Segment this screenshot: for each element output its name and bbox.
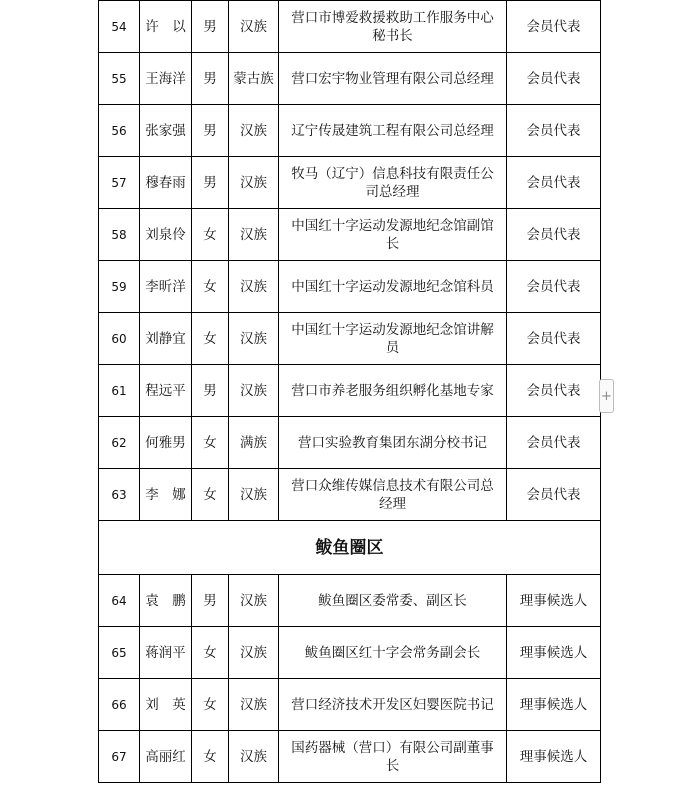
gender-cell: 男 — [192, 365, 229, 417]
ethnicity-cell: 汉族 — [229, 105, 279, 157]
role-cell: 理事候选人 — [507, 575, 601, 627]
ethnicity-cell: 汉族 — [229, 731, 279, 783]
table-row — [99, 1, 601, 53]
gender-cell: 女 — [192, 209, 229, 261]
name-cell: 程远平 — [140, 365, 192, 417]
organization-cell: 鲅鱼圈区红十字会常务副会长 — [279, 627, 507, 679]
name-cell: 张家强 — [140, 105, 192, 157]
ethnicity-cell: 汉族 — [229, 575, 279, 627]
table-row — [99, 469, 601, 521]
gender-cell: 女 — [192, 731, 229, 783]
organization-cell: 营口市博爱救援救助工作服务中心秘书长 — [279, 1, 507, 53]
row-number-cell: 56 — [99, 105, 140, 157]
role-cell: 理事候选人 — [507, 627, 601, 679]
organization-cell: 中国红十字运动发源地纪念馆副馆长 — [279, 209, 507, 261]
name-cell: 王海洋 — [140, 53, 192, 105]
organization-cell: 营口实验教育集团东湖分校书记 — [279, 417, 507, 469]
name-cell: 刘泉伶 — [140, 209, 192, 261]
role-cell: 会员代表 — [507, 157, 601, 209]
row-number-cell: 59 — [99, 261, 140, 313]
row-number-cell: 65 — [99, 627, 140, 679]
row-number-cell: 67 — [99, 731, 140, 783]
ethnicity-cell: 汉族 — [229, 157, 279, 209]
role-cell: 会员代表 — [507, 1, 601, 53]
name-cell: 蒋润平 — [140, 627, 192, 679]
organization-cell: 辽宁传晟建筑工程有限公司总经理 — [279, 105, 507, 157]
roster-body — [99, 1, 601, 783]
organization-cell: 中国红十字运动发源地纪念馆科员 — [279, 261, 507, 313]
name-cell: 许 以 — [140, 1, 192, 53]
table-row — [99, 313, 601, 365]
name-cell: 何雅男 — [140, 417, 192, 469]
table-row — [99, 417, 601, 469]
table-row — [99, 157, 601, 209]
role-cell: 会员代表 — [507, 105, 601, 157]
table-row — [99, 627, 601, 679]
organization-cell: 牧马（辽宁）信息科技有限责任公司总经理 — [279, 157, 507, 209]
table-row — [99, 575, 601, 627]
row-number-cell: 66 — [99, 679, 140, 731]
ethnicity-cell: 汉族 — [229, 627, 279, 679]
ethnicity-cell: 汉族 — [229, 1, 279, 53]
table-row — [99, 105, 601, 157]
gender-cell: 女 — [192, 313, 229, 365]
expand-button[interactable] — [599, 379, 614, 413]
ethnicity-cell: 汉族 — [229, 365, 279, 417]
role-cell: 理事候选人 — [507, 679, 601, 731]
ethnicity-cell: 汉族 — [229, 679, 279, 731]
row-number-cell: 62 — [99, 417, 140, 469]
gender-cell: 男 — [192, 157, 229, 209]
row-number-cell: 64 — [99, 575, 140, 627]
plus-icon: + — [601, 388, 612, 404]
role-cell: 理事候选人 — [507, 731, 601, 783]
gender-cell: 男 — [192, 575, 229, 627]
row-number-cell: 63 — [99, 469, 140, 521]
organization-cell: 营口宏宇物业管理有限公司总经理 — [279, 53, 507, 105]
role-cell: 会员代表 — [507, 469, 601, 521]
row-number-cell: 60 — [99, 313, 140, 365]
organization-cell: 营口众维传媒信息技术有限公司总经理 — [279, 469, 507, 521]
organization-cell: 营口市养老服务组织孵化基地专家 — [279, 365, 507, 417]
table-row — [99, 679, 601, 731]
ethnicity-cell: 汉族 — [229, 261, 279, 313]
ethnicity-cell: 汉族 — [229, 209, 279, 261]
table-row — [99, 261, 601, 313]
name-cell: 李 娜 — [140, 469, 192, 521]
name-cell: 李昕洋 — [140, 261, 192, 313]
role-cell: 会员代表 — [507, 53, 601, 105]
organization-cell: 国药器械（营口）有限公司副董事长 — [279, 731, 507, 783]
table-row — [99, 53, 601, 105]
ethnicity-cell: 满族 — [229, 417, 279, 469]
section-header-row — [99, 521, 601, 575]
row-number-cell: 58 — [99, 209, 140, 261]
name-cell: 刘静宜 — [140, 313, 192, 365]
section-title: 鲅鱼圈区 — [99, 521, 601, 575]
name-cell: 高丽红 — [140, 731, 192, 783]
row-number-cell: 55 — [99, 53, 140, 105]
name-cell: 穆春雨 — [140, 157, 192, 209]
ethnicity-cell: 汉族 — [229, 469, 279, 521]
organization-cell: 营口经济技术开发区妇婴医院书记 — [279, 679, 507, 731]
table-row — [99, 209, 601, 261]
role-cell: 会员代表 — [507, 261, 601, 313]
ethnicity-cell: 蒙古族 — [229, 53, 279, 105]
role-cell: 会员代表 — [507, 417, 601, 469]
name-cell: 刘 英 — [140, 679, 192, 731]
organization-cell: 鲅鱼圈区委常委、副区长 — [279, 575, 507, 627]
role-cell: 会员代表 — [507, 313, 601, 365]
gender-cell: 女 — [192, 469, 229, 521]
organization-cell: 中国红十字运动发源地纪念馆讲解员 — [279, 313, 507, 365]
row-number-cell: 54 — [99, 1, 140, 53]
row-number-cell: 57 — [99, 157, 140, 209]
gender-cell: 男 — [192, 105, 229, 157]
row-number-cell: 61 — [99, 365, 140, 417]
gender-cell: 女 — [192, 627, 229, 679]
table-row — [99, 731, 601, 783]
member-roster-table — [98, 0, 601, 783]
role-cell: 会员代表 — [507, 365, 601, 417]
gender-cell: 女 — [192, 679, 229, 731]
gender-cell: 女 — [192, 417, 229, 469]
ethnicity-cell: 汉族 — [229, 313, 279, 365]
table-row — [99, 365, 601, 417]
gender-cell: 男 — [192, 1, 229, 53]
name-cell: 袁 鹏 — [140, 575, 192, 627]
gender-cell: 男 — [192, 53, 229, 105]
gender-cell: 女 — [192, 261, 229, 313]
role-cell: 会员代表 — [507, 209, 601, 261]
